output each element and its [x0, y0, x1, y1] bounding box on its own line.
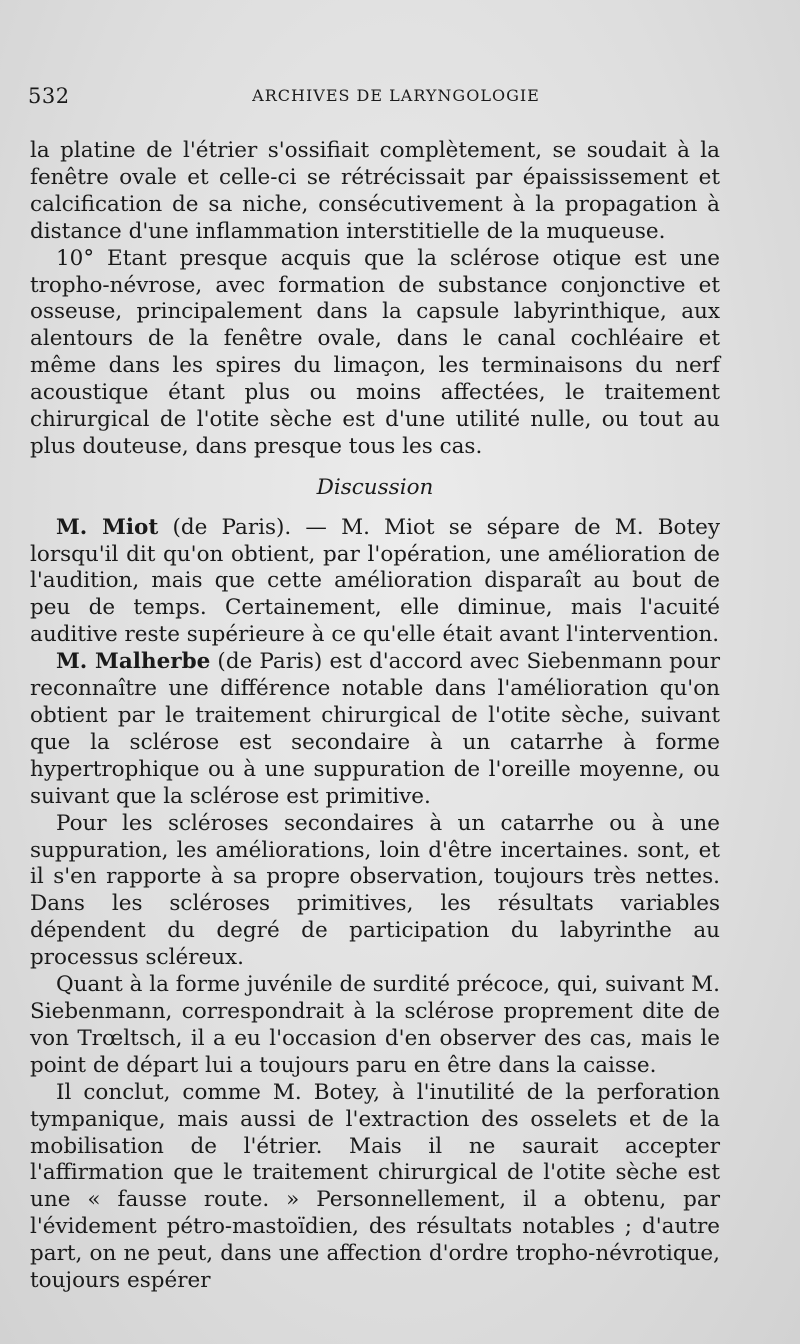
page-number: 532	[28, 84, 70, 108]
paragraph-miot	[30, 515, 720, 650]
page-header	[28, 84, 764, 110]
paragraph-6: Quant à la forme juvénile de surdité précoce, qui, suivant M. Siebenmann, correspondrait à la sclérose proprement dite de von Trœltsch, il a eu l'occasion d'en observer des cas, mais le point de départ lui a toujours paru en être dans la caisse.	[30, 972, 721, 1078]
running-head: ARCHIVES DE LARYNGOLOGIE	[252, 86, 540, 105]
paragraph-malherbe-text: (de Paris) est d'accord avec Siebenmann pour reconnaître une différence notable dans l'amélioration qu'on obtient par le traitement chirurgical de l'otite sèche, suivant que la sclérose est secondaire à un catarrhe à forme hypertrophique ou à une suppuration de l'oreille moyenne, ou suivant que la sclérose est primitive.	[30, 649, 720, 809]
paragraph-2: 10° Etant presque acquis que la sclérose otique est une tropho-névrose, avec formation de substance conjonctive et osseuse, principalement dans la capsule labyrinthique, aux alentours de la fenêtre ovale, dans le canal cochléaire et même dans les spires du limaçon, les terminaisons du nerf acoustique étant plus ou moins affectées, le traitement chirurgical de l'otite sèche est d'une utilité nulle, ou tout au plus douteuse, dans presque tous les cas.	[30, 245, 720, 459]
paragraph-7: Il conclut, comme M. Botey, à l'inutilité de la perforation tympanique, mais aussi de l'extraction des osselets et de la mobilisation de l'étrier. Mais il ne saurait accepter l'affirmation que le traitement chirurgical de l'otite sèche est une « fausse route. » Personnellement, il a obtenu, par l'évidement pétro-mastoïdien, des résultats notables ; d'autre part, on ne peut, dans une affection d'ordre tropho-névrotique, toujours espérer	[30, 1079, 720, 1294]
paragraph-malherbe	[30, 649, 720, 810]
paragraph-1: la platine de l'étrier s'ossifiait complètement, se soudait à la fenêtre ovale et celle-ci se rétrécissait par épaississement et calcification de sa niche, consécutivement à la propagation à distance d'une inflammation interstitielle de la muqueuse.	[30, 138, 720, 244]
speaker-miot: M. Miot	[56, 514, 159, 540]
paragraph-miot-text: (de Paris). — M. Miot se sépare de M. Botey lorsqu'il dit qu'on obtient, par l'opération, une amélioration de l'audition, mais que cette amélioration disparaît au bout de peu de temps. Certainement, elle diminue, mais l'acuité auditive reste supérieure à ce qu'elle était avant l'intervention.	[30, 514, 721, 648]
page-body	[30, 138, 720, 1295]
speaker-malherbe: M. Malherbe	[56, 649, 211, 675]
paragraph-5: Pour les scléroses secondaires à un catarrhe ou à une suppuration, les améliorations, loin d'être incertaines. sont, et il s'en rapporte à sa propre observation, toujours très nettes. Dans les scléroses primitives, les résultats variables dépendent du degré de participation du labyrinthe au processus scléreux.	[30, 810, 720, 971]
discussion-heading: Discussion	[316, 474, 434, 500]
